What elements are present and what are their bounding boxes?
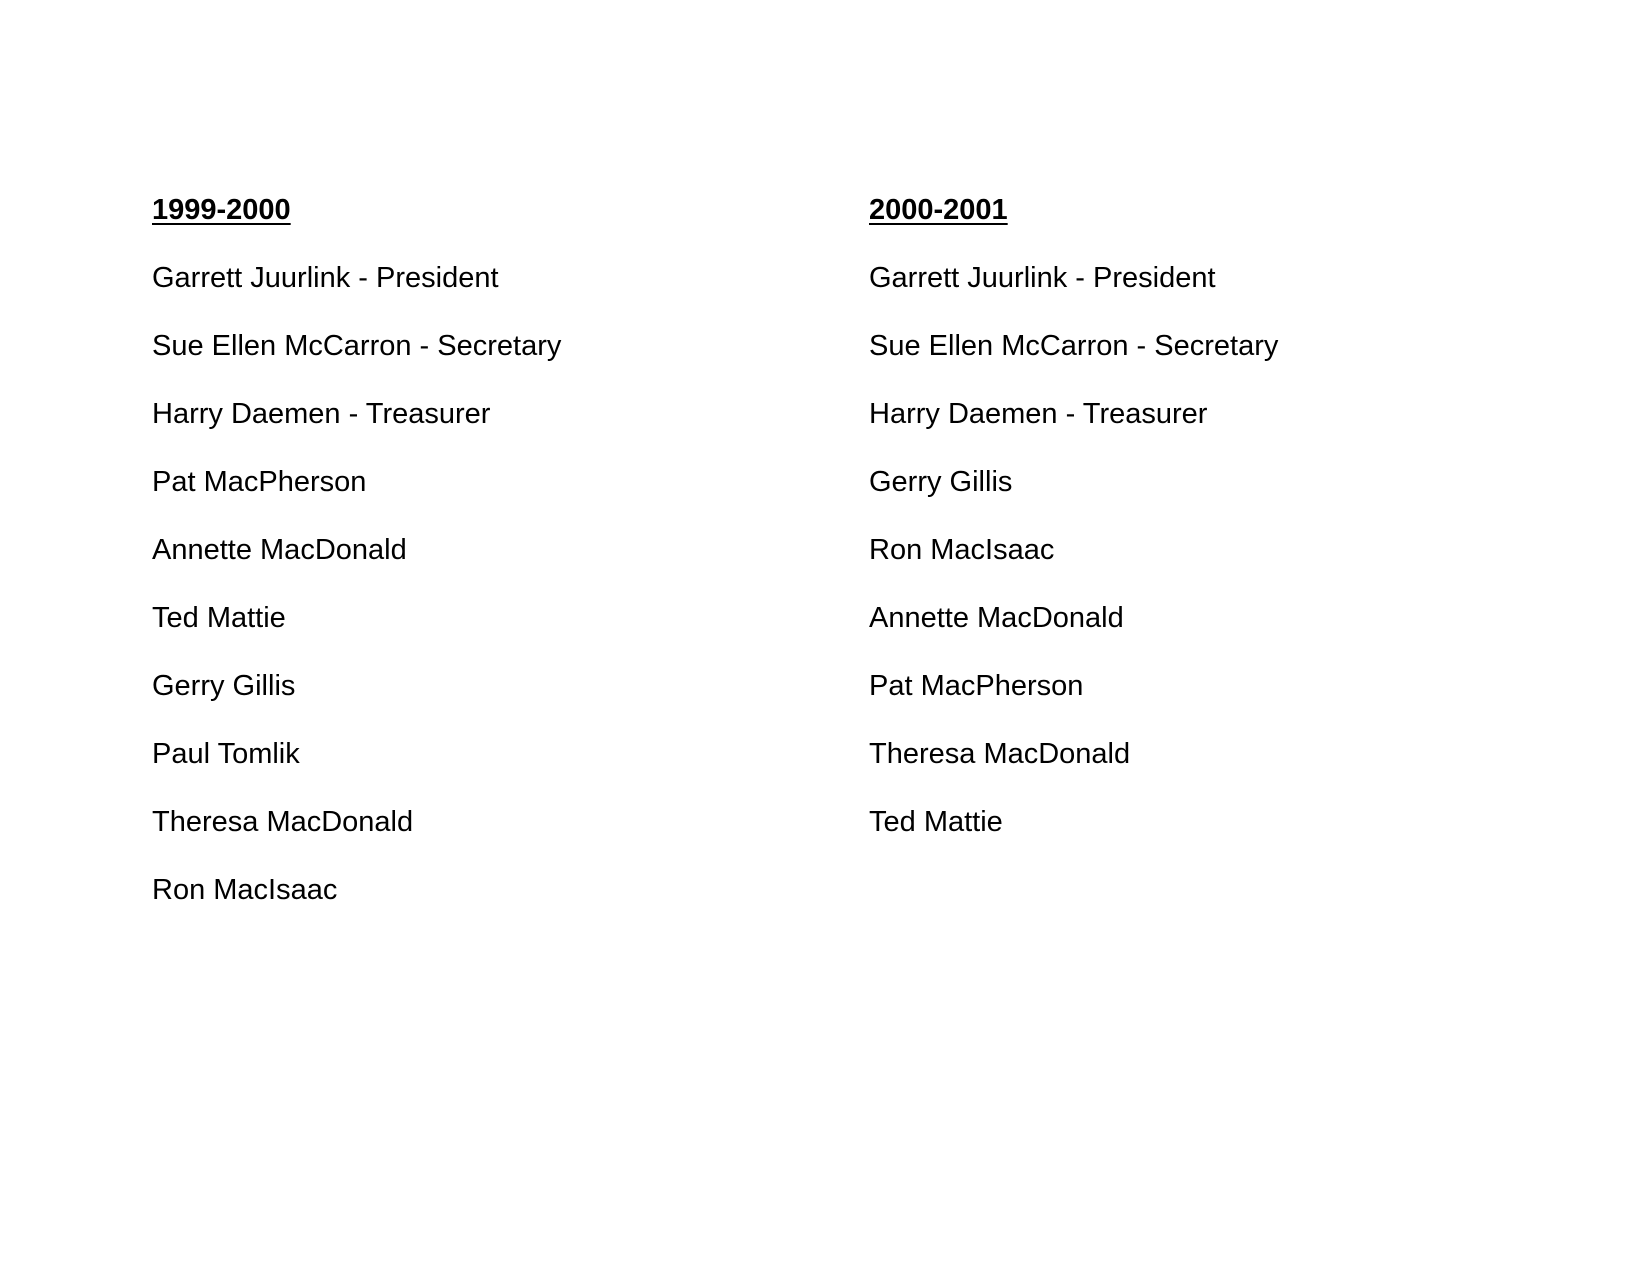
member-item: Ted Mattie: [152, 602, 286, 634]
member-item: Theresa MacDonald: [869, 738, 1131, 770]
column-heading: 2000-2001: [869, 194, 1008, 226]
member-item: Harry Daemen - Treasurer: [152, 398, 491, 430]
member-item: Sue Ellen McCarron - Secretary: [152, 330, 562, 362]
member-item: Harry Daemen - Treasurer: [869, 398, 1208, 430]
member-item: Pat MacPherson: [869, 670, 1084, 702]
member-item: Ted Mattie: [869, 806, 1003, 838]
member-item: Annette MacDonald: [152, 534, 407, 566]
member-list: [869, 260, 1509, 840]
member-item: Gerry Gillis: [869, 466, 1013, 498]
member-item: Ron MacIsaac: [152, 874, 338, 906]
member-item: Gerry Gillis: [152, 670, 296, 702]
member-item: Garrett Juurlink - President: [869, 262, 1216, 294]
member-item: Pat MacPherson: [152, 466, 367, 498]
member-item: Ron MacIsaac: [869, 534, 1055, 566]
member-item: Paul Tomlik: [152, 738, 300, 770]
member-item: Garrett Juurlink - President: [152, 262, 499, 294]
member-list: [152, 260, 792, 908]
column-1999-2000: [152, 192, 792, 940]
column-heading: 1999-2000: [152, 194, 291, 226]
member-item: Annette MacDonald: [869, 602, 1124, 634]
member-item: Theresa MacDonald: [152, 806, 414, 838]
column-2000-2001: [869, 192, 1509, 872]
member-item: Sue Ellen McCarron - Secretary: [869, 330, 1279, 362]
